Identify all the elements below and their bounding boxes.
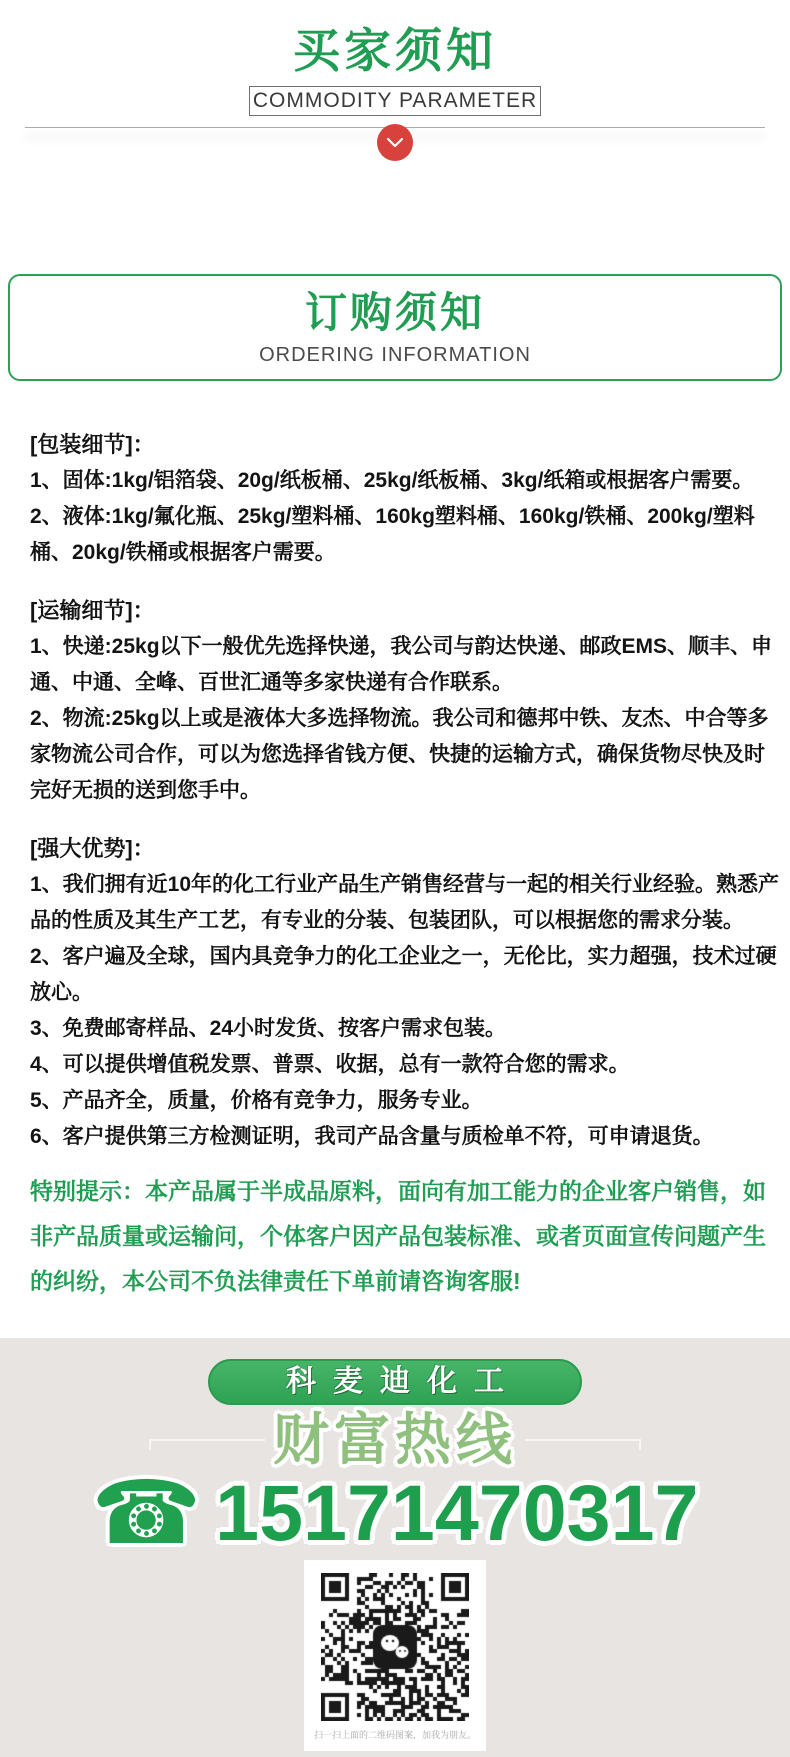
ordering-info-subtitle: ORDERING INFORMATION — [259, 344, 531, 366]
phone-number: 15171470317 — [215, 1468, 699, 1557]
page-title: 买家须知 — [293, 24, 497, 77]
notice-item: 2、液体:1kg/氟化瓶、25kg/塑料桶、160kg塑料桶、160kg/铁桶、200kg/塑料桶、20kg/铁桶或根据客户需要。 — [30, 505, 755, 564]
notice-item: 1、我们拥有近10年的化工行业产品生产销售经营与一起的相关行业经验。熟悉产品的性质及其生产工艺，有专业的分装、包装团队，可以根据您的需求分装。 — [30, 873, 780, 932]
brand-badge: 科麦迪化工 — [208, 1359, 582, 1405]
notice-content — [0, 427, 790, 1155]
qr-card — [304, 1560, 486, 1751]
section-heading: [包装细节]： — [30, 432, 155, 457]
notice-item: 4、可以提供增值税发票、普票、收据，总有一款符合您的需求。 — [30, 1053, 630, 1076]
header — [0, 24, 790, 116]
notice-item: 2、物流:25kg以上或是液体大多选择物流。我公司和德邦中铁、友杰、中合等多家物流公司合作，可以为您选择省钱方便、快捷的运输方式，确保货物尽快及时完好无损的送到您手中。 — [30, 707, 769, 802]
ordering-info-box — [8, 274, 782, 381]
telephone-icon: ☎ — [91, 1461, 202, 1564]
section-packaging-details — [30, 427, 784, 571]
notice-item: 1、固体:1kg/铝箔袋、20g/纸板桶、25kg/纸板桶、3kg/纸箱或根据客户需要。 — [30, 469, 754, 492]
notice-item: 2、客户遍及全球，国内具竞争力的化工企业之一，无伦比，实力超强，技术过硬放心。 — [30, 945, 777, 1004]
contact-footer — [0, 1338, 790, 1757]
notice-item: 3、免费邮寄样品、24小时发货、按客户需求包装。 — [30, 1017, 507, 1040]
section-divider — [0, 127, 790, 183]
page-subtitle: COMMODITY PARAMETER — [249, 86, 541, 116]
hotline-line-right — [525, 1439, 641, 1441]
section-strong-advantages — [30, 831, 784, 1155]
section-heading: [强大优势]： — [30, 836, 155, 861]
special-notice: 特别提示：本产品属于半成品原料，面向有加工能力的企业客户销售，如非产品质量或运输问，个体客户因产品包装标准、或者页面宣传问题产生的纠纷，本公司不负法律责任下单前请咨询客服! — [30, 1178, 766, 1294]
section-shipping-details — [30, 593, 784, 809]
hotline-line-left — [149, 1439, 265, 1441]
notice-item: 6、客户提供第三方检测证明，我司产品含量与质检单不符，可申请退货。 — [30, 1125, 714, 1148]
section-heading: [运输细节]： — [30, 598, 155, 623]
ordering-info-title: 订购须知 — [304, 289, 485, 336]
hotline-label: 财富热线 — [273, 1408, 517, 1471]
scroll-down-badge — [377, 124, 413, 161]
wechat-qr-code — [321, 1573, 469, 1721]
notice-item: 5、产品齐全，质量，价格有竞争力，服务专业。 — [30, 1089, 483, 1112]
phone-row — [0, 1461, 790, 1564]
qr-caption: 扫一扫上面的二维码图案，加我为朋友。 — [313, 1730, 476, 1740]
notice-item: 1、快递:25kg以下一般优先选择快递，我公司与韵达快递、邮政EMS、顺丰、申通、中通、全峰、百世汇通等多家快递有合作联系。 — [30, 635, 773, 694]
chevron-down-icon — [386, 137, 404, 149]
